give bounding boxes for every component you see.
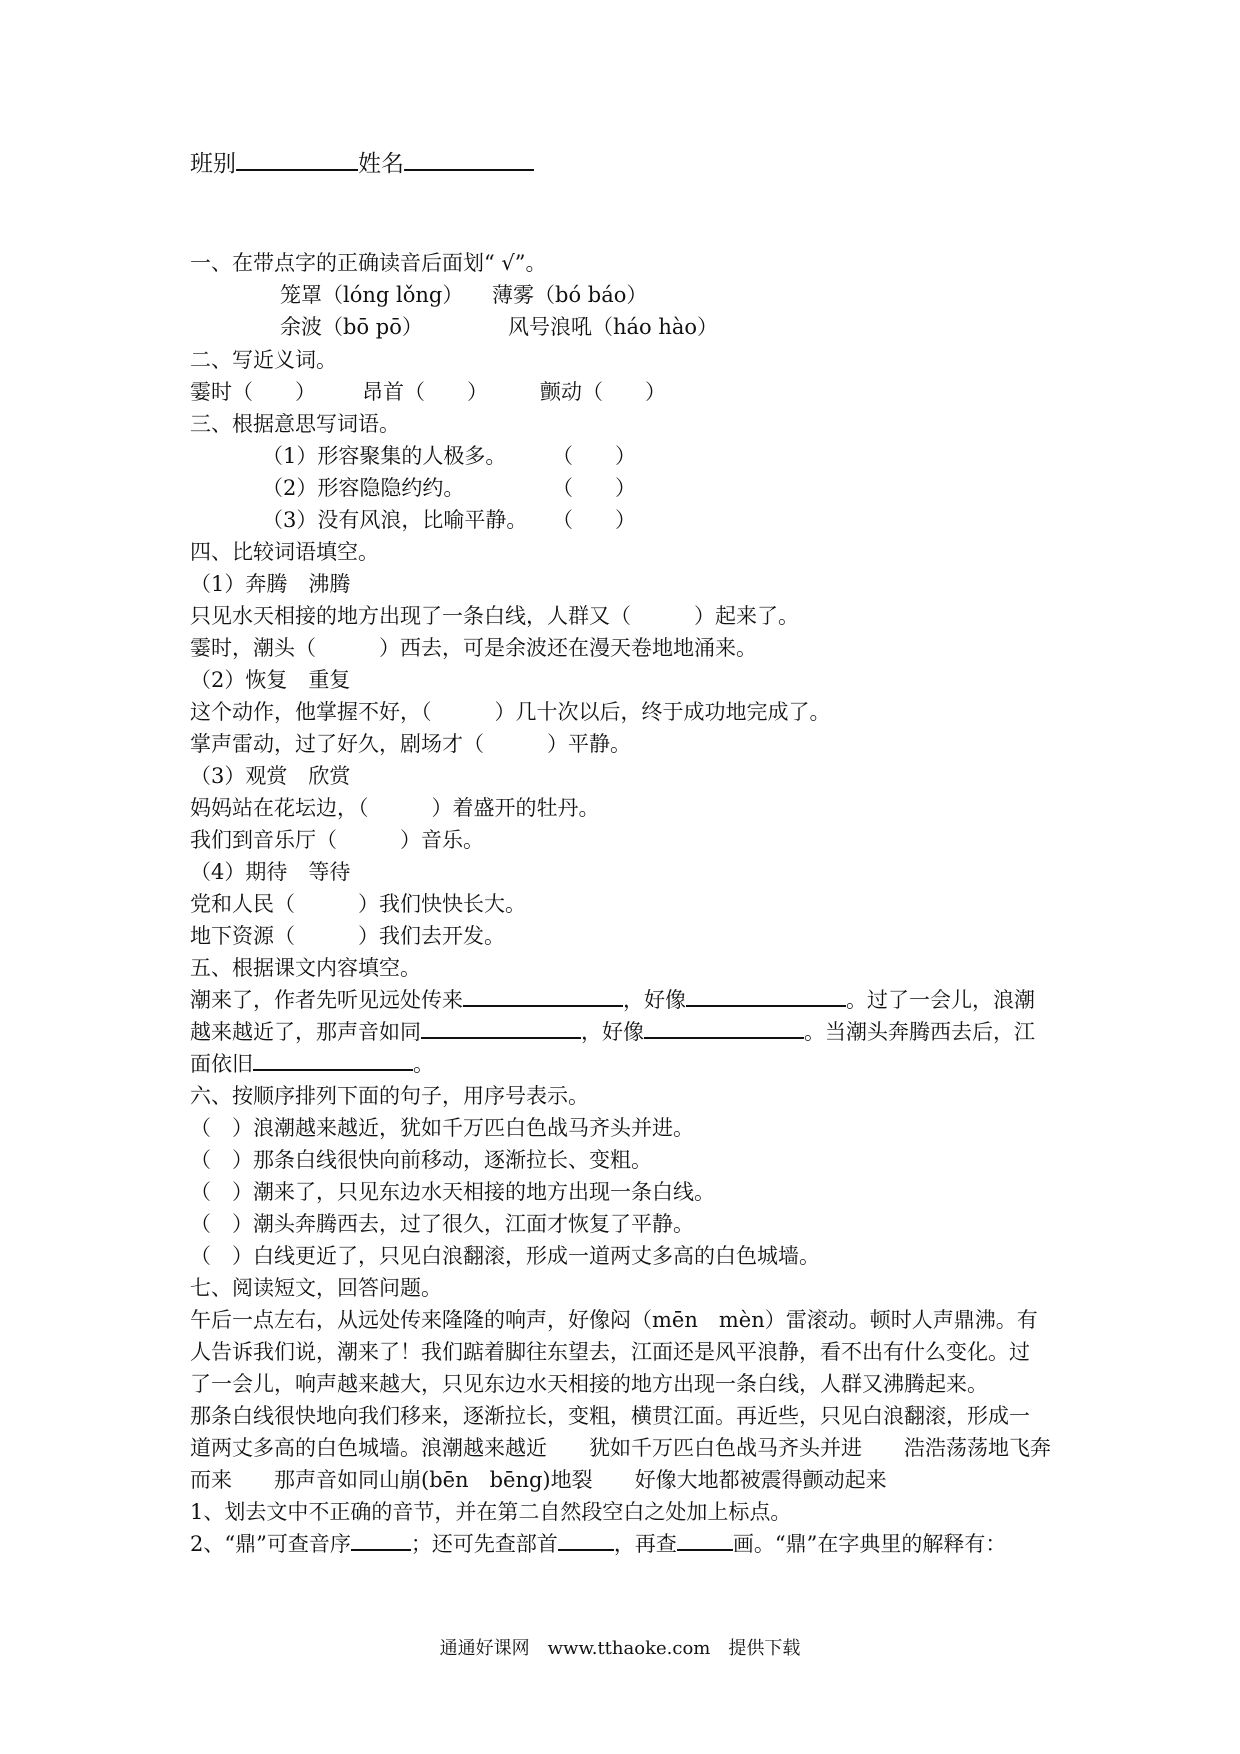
q4-line: 我们到音乐厅（ ）音乐。: [190, 828, 484, 852]
page-footer: 通通好课网 www.tthaoke.com 提供下载: [439, 1638, 801, 1659]
q7-q2-blank: [351, 1529, 411, 1551]
q2-title: 二、写近义词。: [190, 348, 337, 372]
q6-title: 六、按顺序排列下面的句子，用序号表示。: [190, 1084, 589, 1108]
q7-q2-text: ，再查: [613, 1532, 677, 1556]
q6-item: （ ）浪潮越来越近，犹如千万匹白色战马齐头并进。: [190, 1116, 694, 1140]
q4-line: 霎时，潮头（ ）西去，可是余波还在漫天卷地地涌来。: [190, 636, 757, 660]
q3-item-blank: （ ）: [552, 476, 636, 500]
q5-blank: [686, 985, 846, 1007]
class-label: 班别: [190, 151, 236, 177]
q7-q2-text: 2、“鼎”可查音序: [190, 1532, 351, 1556]
q4-line: 只见水天相接的地方出现了一条白线，人群又（ ）起来了。: [190, 604, 799, 628]
q2-items: [190, 376, 1060, 408]
q3-item-text: （3）没有风浪，比喻平静。: [262, 508, 528, 532]
q7-q2-blank: [677, 1529, 733, 1551]
q7-question-2: [190, 1528, 1060, 1560]
name-label: 姓名: [358, 151, 404, 177]
q6-item: （ ）那条白线很快向前移动，逐渐拉长、变粗。: [190, 1148, 652, 1172]
q7-passage-line: 而来 那声音如同山崩(bēn bēng)地裂 好像大地都被震得颤动起来: [190, 1468, 887, 1492]
q2-item: 颤动（ ）: [540, 380, 666, 404]
q7-title: 七、阅读短文，回答问题。: [190, 1276, 442, 1300]
q5-blank: [253, 1049, 413, 1071]
q7-passage-line: 道两丈多高的白色城墙。浪潮越来越近 犹如千万匹白色战马齐头并进 浩浩荡荡地飞奔: [190, 1436, 1051, 1460]
q7-q2-text: 画。“鼎”在字典里的解释有：: [732, 1532, 1007, 1556]
q3-item-text: （2）形容隐隐约约。: [262, 476, 465, 500]
q5-line-2: [190, 1016, 1060, 1048]
q4-line: 这个动作，他掌握不好，（ ）几十次以后，终于成功地完成了。: [190, 700, 831, 724]
q2-item: 昂首（ ）: [362, 380, 488, 404]
q5-title: 五、根据课文内容填空。: [190, 956, 421, 980]
q5-text: ，好像: [623, 988, 686, 1012]
name-blank: [404, 149, 534, 171]
q1-title: 一、在带点字的正确读音后面划“ √”。: [190, 251, 547, 275]
q4-title: 四、比较词语填空。: [190, 540, 379, 564]
q4-line: （4）期待 等待: [190, 860, 351, 884]
q1-row1-b: 薄雾（bó báo）: [492, 283, 648, 307]
q7-passage-line: 那条白线很快地向我们移来，逐渐拉长，变粗，横贯江面。再近些，只见白浪翻滚，形成一: [190, 1404, 1030, 1428]
q5-text: 。: [413, 1052, 434, 1076]
q1-row2-b: 风号浪吼（háo hào）: [508, 315, 719, 339]
q6-item: （ ）潮头奔腾西去，过了很久，江面才恢复了平静。: [190, 1212, 694, 1236]
q5-text: 。当潮头奔腾西去后，江: [804, 1020, 1035, 1044]
q1-row1-a: 笼罩（lóng lǒng）: [280, 283, 464, 307]
q3-title: 三、根据意思写词语。: [190, 412, 400, 436]
q5-text: 越来越近了，那声音如同: [190, 1020, 421, 1044]
q5-blank: [421, 1017, 581, 1039]
q1-row2-a: 余波（bō pō）: [280, 315, 423, 339]
q7-q2-text: ；还可先查部首: [410, 1532, 558, 1556]
q5-text: 面依旧: [190, 1052, 253, 1076]
q7-q2-blank: [558, 1529, 614, 1551]
q5-line-1: [190, 984, 1060, 1016]
q7-passage-line: 了一会儿，响声越来越大，只见东边水天相接的地方出现一条白线，人群又沸腾起来。: [190, 1372, 988, 1396]
q4-line: （1）奔腾 沸腾: [190, 572, 351, 596]
q5-blank: [463, 985, 623, 1007]
q3-item: [262, 504, 1060, 536]
q7-question-1: 1、划去文中不正确的音节，并在第二自然段空白之处加上标点。: [190, 1500, 792, 1524]
q5-line-3: [190, 1048, 1060, 1080]
q4-line: 掌声雷动，过了好久，剧场才（ ）平静。: [190, 732, 631, 756]
q4-line: 地下资源（ ）我们去开发。: [190, 924, 505, 948]
q3-item-text: （1）形容聚集的人极多。: [262, 444, 507, 468]
q3-item: [262, 440, 1060, 472]
q3-item-blank: （ ）: [552, 444, 636, 468]
q4-line: 妈妈站在花坛边，（ ）着盛开的牡丹。: [190, 796, 600, 820]
q5-text: 潮来了，作者先听见远处传来: [190, 988, 463, 1012]
q5-text: ，好像: [581, 1020, 644, 1044]
q6-item: （ ）潮来了，只见东边水天相接的地方出现一条白线。: [190, 1180, 715, 1204]
q6-item: （ ）白线更近了，只见白浪翻滚，形成一道两丈多高的白色城墙。: [190, 1244, 820, 1268]
q3-item: [262, 472, 1060, 504]
q1-row2: [280, 311, 1060, 343]
q2-item: 霎时（ ）: [190, 380, 316, 404]
q7-passage-line: 午后一点左右，从远处传来隆隆的响声，好像闷（mēn mèn）雷滚动。顿时人声鼎沸。有: [190, 1308, 1038, 1332]
q1-row1: [280, 279, 1060, 311]
header-line: [190, 148, 1060, 180]
class-blank: [236, 149, 358, 171]
q4-line: 党和人民（ ）我们快快长大。: [190, 892, 526, 916]
q7-passage-line: 人告诉我们说，潮来了！我们踮着脚往东望去，江面还是风平浪静，看不出有什么变化。过: [190, 1340, 1030, 1364]
q4-line: （3）观赏 欣赏: [190, 764, 351, 788]
q3-item-blank: （ ）: [552, 508, 636, 532]
q5-blank: [644, 1017, 804, 1039]
q5-text: 。过了一会儿，浪潮: [846, 988, 1035, 1012]
q4-line: （2）恢复 重复: [190, 668, 351, 692]
